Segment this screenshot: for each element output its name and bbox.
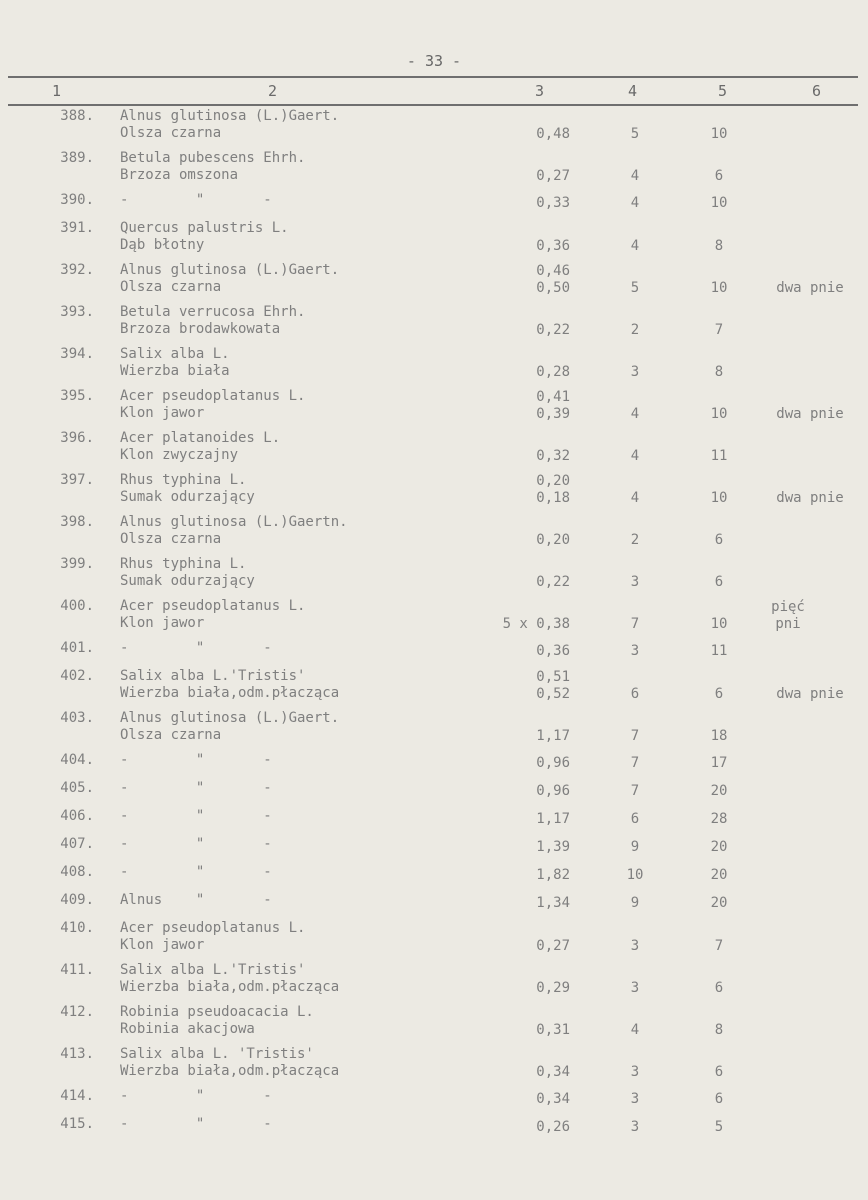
column-5-value: 28 (710, 811, 728, 827)
column-4-value: 3 (630, 938, 640, 954)
column-5-value: 20 (710, 783, 728, 799)
row-number: 393. (60, 304, 94, 320)
column-4-value: 3 (630, 1091, 640, 1107)
column-5-value: 6 (714, 980, 724, 996)
table-row (0, 1116, 868, 1144)
polish-name: Wierzba biała,odm.płacząca (120, 979, 340, 995)
row-number: 399. (60, 556, 94, 572)
diameter-value: 0,41 (536, 389, 570, 405)
table-row (0, 920, 868, 962)
remarks-value: dwa pnie (776, 686, 844, 702)
row-number: 408. (60, 864, 94, 880)
row-number: 392. (60, 262, 94, 278)
latin-name: Salix alba L.'Tristis' (120, 962, 306, 978)
column-4-value: 4 (630, 195, 640, 211)
table-row (0, 710, 868, 752)
column-5-value: 20 (710, 867, 728, 883)
column-5-value: 6 (714, 532, 724, 548)
remarks-value: dwa pnie (776, 280, 844, 296)
remarks-value: dwa pnie (776, 490, 844, 506)
diameter-value: 0,27 (536, 168, 570, 184)
column-header-1: 1 (52, 82, 62, 100)
table-row (0, 346, 868, 388)
polish-name: Wierzba biała,odm.płacząca (120, 685, 340, 701)
row-number: 410. (60, 920, 94, 936)
table-row (0, 962, 868, 1004)
column-4-value: 4 (630, 490, 640, 506)
latin-name: Salix alba L.'Tristis' (120, 668, 306, 684)
row-number: 406. (60, 808, 94, 824)
column-header-5: 5 (718, 82, 728, 100)
table-row (0, 1046, 868, 1088)
polish-name: Olsza czarna (120, 727, 222, 743)
table-row (0, 430, 868, 472)
column-5-value: 11 (710, 448, 728, 464)
column-4-value: 6 (630, 686, 640, 702)
row-number: 414. (60, 1088, 94, 1104)
diameter-value: 0,20 (536, 473, 570, 489)
column-5-value: 10 (710, 126, 728, 142)
latin-name: Alnus glutinosa (L.)Gaert. (120, 710, 340, 726)
column-4-value: 4 (630, 168, 640, 184)
column-4-value: 9 (630, 839, 640, 855)
row-number: 402. (60, 668, 94, 684)
polish-name: Olsza czarna (120, 531, 222, 547)
table-row (0, 556, 868, 598)
column-4-value: 4 (630, 406, 640, 422)
diameter-value: 0,22 (536, 574, 570, 590)
table-row (0, 472, 868, 514)
row-number: 412. (60, 1004, 94, 1020)
column-header-4: 4 (628, 82, 638, 100)
diameter-value: 0,22 (536, 322, 570, 338)
column-5-value: 5 (714, 1119, 724, 1135)
row-number: 391. (60, 220, 94, 236)
row-number: 396. (60, 430, 94, 446)
diameter-value: 0,50 (536, 280, 570, 296)
diameter-value: 0,34 (536, 1064, 570, 1080)
diameter-value: 0,31 (536, 1022, 570, 1038)
row-number: 404. (60, 752, 94, 768)
column-4-value: 7 (630, 728, 640, 744)
diameter-value: 0,52 (536, 686, 570, 702)
tree-inventory-table (0, 108, 868, 1144)
diameter-value: 0,20 (536, 532, 570, 548)
column-4-value: 10 (626, 867, 644, 883)
diameter-value: 0,39 (536, 406, 570, 422)
column-5-value: 6 (714, 168, 724, 184)
column-5-value: 10 (710, 406, 728, 422)
diameter-value: 0,36 (536, 643, 570, 659)
latin-name: Salix alba L. (120, 346, 230, 362)
column-4-value: 3 (630, 643, 640, 659)
latin-name: - " - (120, 1116, 272, 1132)
diameter-value: 1,17 (536, 728, 570, 744)
column-5-value: 6 (714, 686, 724, 702)
latin-name: Acer pseudoplatanus L. (120, 388, 306, 404)
latin-name: Betula pubescens Ehrh. (120, 150, 306, 166)
polish-name: Klon zwyczajny (120, 447, 239, 463)
diameter-value: 0,27 (536, 938, 570, 954)
diameter-value: 0,36 (536, 238, 570, 254)
diameter-value: 0,18 (536, 490, 570, 506)
diameter-value: 0,32 (536, 448, 570, 464)
diameter-value: 1,17 (536, 811, 570, 827)
diameter-value: 1,34 (536, 895, 570, 911)
column-5-value: 17 (710, 755, 728, 771)
column-4-value: 5 (630, 280, 640, 296)
latin-name: Robinia pseudoacacia L. (120, 1004, 314, 1020)
column-4-value: 9 (630, 895, 640, 911)
diameter-value: 0,51 (536, 669, 570, 685)
latin-name: Acer platanoides L. (120, 430, 281, 446)
table-row (0, 1004, 868, 1046)
column-5-value: 10 (710, 490, 728, 506)
latin-name: - " - (120, 640, 272, 656)
column-header-row (0, 82, 868, 102)
diameter-value: 1,82 (536, 867, 570, 883)
column-5-value: 10 (710, 280, 728, 296)
latin-name: - " - (120, 192, 272, 208)
table-row (0, 262, 868, 304)
column-5-value: 11 (710, 643, 728, 659)
top-rule (8, 76, 858, 78)
column-4-value: 7 (630, 616, 640, 632)
table-row (0, 388, 868, 430)
latin-name: Alnus " - (120, 892, 272, 908)
row-number: 389. (60, 150, 94, 166)
table-row (0, 752, 868, 780)
column-4-value: 3 (630, 364, 640, 380)
column-5-value: 6 (714, 1064, 724, 1080)
diameter-value: 0,96 (536, 755, 570, 771)
diameter-value: 0,29 (536, 980, 570, 996)
column-header-3: 3 (535, 82, 545, 100)
diameter-value: 0,28 (536, 364, 570, 380)
row-number: 405. (60, 780, 94, 796)
table-row (0, 220, 868, 262)
latin-name: Rhus typhina L. (120, 472, 247, 488)
table-row (0, 808, 868, 836)
diameter-value: 0,96 (536, 783, 570, 799)
table-row (0, 514, 868, 556)
latin-name: Quercus palustris L. (120, 220, 289, 236)
row-number: 394. (60, 346, 94, 362)
polish-name: Wierzba biała (120, 363, 230, 379)
column-header-2: 2 (268, 82, 278, 100)
row-number: 397. (60, 472, 94, 488)
column-4-value: 3 (630, 980, 640, 996)
latin-name: Alnus glutinosa (L.)Gaertn. (120, 514, 348, 530)
column-4-value: 3 (630, 1119, 640, 1135)
column-5-value: 8 (714, 364, 724, 380)
column-5-value: 8 (714, 1022, 724, 1038)
diameter-value: 1,39 (536, 839, 570, 855)
diameter-value: 0,34 (536, 1091, 570, 1107)
latin-name: - " - (120, 752, 272, 768)
table-row (0, 192, 868, 220)
column-4-value: 4 (630, 448, 640, 464)
column-5-value: 18 (710, 728, 728, 744)
column-4-value: 4 (630, 238, 640, 254)
row-number: 395. (60, 388, 94, 404)
row-number: 415. (60, 1116, 94, 1132)
table-row (0, 598, 868, 640)
diameter-value: 5 x 0,38 (502, 616, 570, 632)
diameter-value: 0,26 (536, 1119, 570, 1135)
column-4-value: 7 (630, 783, 640, 799)
column-header-6: 6 (812, 82, 822, 100)
column-5-value: 10 (710, 616, 728, 632)
polish-name: Klon jawor (120, 615, 205, 631)
row-number: 398. (60, 514, 94, 530)
remarks-value: pięć pni (771, 599, 805, 632)
column-5-value: 8 (714, 238, 724, 254)
column-5-value: 7 (714, 938, 724, 954)
column-4-value: 5 (630, 126, 640, 142)
table-row (0, 1088, 868, 1116)
polish-name: Olsza czarna (120, 279, 222, 295)
latin-name: Alnus glutinosa (L.)Gaert. (120, 262, 340, 278)
latin-name: - " - (120, 1088, 272, 1104)
latin-name: - " - (120, 836, 272, 852)
polish-name: Klon jawor (120, 405, 205, 421)
column-5-value: 6 (714, 1091, 724, 1107)
table-row (0, 892, 868, 920)
table-row (0, 864, 868, 892)
remarks-value: dwa pnie (776, 406, 844, 422)
latin-name: - " - (120, 864, 272, 880)
page-number: - 33 - (406, 52, 462, 70)
column-5-value: 20 (710, 839, 728, 855)
polish-name: Brzoza brodawkowata (120, 321, 281, 337)
table-row (0, 780, 868, 808)
row-number: 413. (60, 1046, 94, 1062)
column-5-value: 10 (710, 195, 728, 211)
diameter-value: 0,33 (536, 195, 570, 211)
latin-name: Betula verrucosa Ehrh. (120, 304, 306, 320)
row-number: 400. (60, 598, 94, 614)
row-number: 388. (60, 108, 94, 124)
row-number: 409. (60, 892, 94, 908)
column-4-value: 4 (630, 1022, 640, 1038)
row-number: 407. (60, 836, 94, 852)
column-5-value: 6 (714, 574, 724, 590)
column-4-value: 2 (630, 532, 640, 548)
column-4-value: 6 (630, 811, 640, 827)
header-rule (8, 104, 858, 106)
row-number: 411. (60, 962, 94, 978)
polish-name: Robinia akacjowa (120, 1021, 255, 1037)
polish-name: Wierzba biała,odm.płacząca (120, 1063, 340, 1079)
table-row (0, 836, 868, 864)
table-row (0, 668, 868, 710)
diameter-value: 0,48 (536, 126, 570, 142)
diameter-value: 0,46 (536, 263, 570, 279)
column-4-value: 3 (630, 574, 640, 590)
polish-name: Brzoza omszona (120, 167, 239, 183)
column-4-value: 3 (630, 1064, 640, 1080)
latin-name: Acer pseudoplatanus L. (120, 920, 306, 936)
table-row (0, 150, 868, 192)
column-4-value: 7 (630, 755, 640, 771)
row-number: 390. (60, 192, 94, 208)
column-4-value: 2 (630, 322, 640, 338)
polish-name: Klon jawor (120, 937, 205, 953)
polish-name: Olsza czarna (120, 125, 222, 141)
row-number: 401. (60, 640, 94, 656)
table-row (0, 304, 868, 346)
latin-name: Rhus typhina L. (120, 556, 247, 572)
row-number: 403. (60, 710, 94, 726)
table-row (0, 108, 868, 150)
column-5-value: 7 (714, 322, 724, 338)
latin-name: - " - (120, 780, 272, 796)
polish-name: Sumak odurzający (120, 573, 255, 589)
table-row (0, 640, 868, 668)
polish-name: Dąb błotny (120, 237, 205, 253)
polish-name: Sumak odurzający (120, 489, 255, 505)
column-5-value: 20 (710, 895, 728, 911)
latin-name: - " - (120, 808, 272, 824)
latin-name: Acer pseudoplatanus L. (120, 598, 306, 614)
latin-name: Alnus glutinosa (L.)Gaert. (120, 108, 340, 124)
latin-name: Salix alba L. 'Tristis' (120, 1046, 314, 1062)
